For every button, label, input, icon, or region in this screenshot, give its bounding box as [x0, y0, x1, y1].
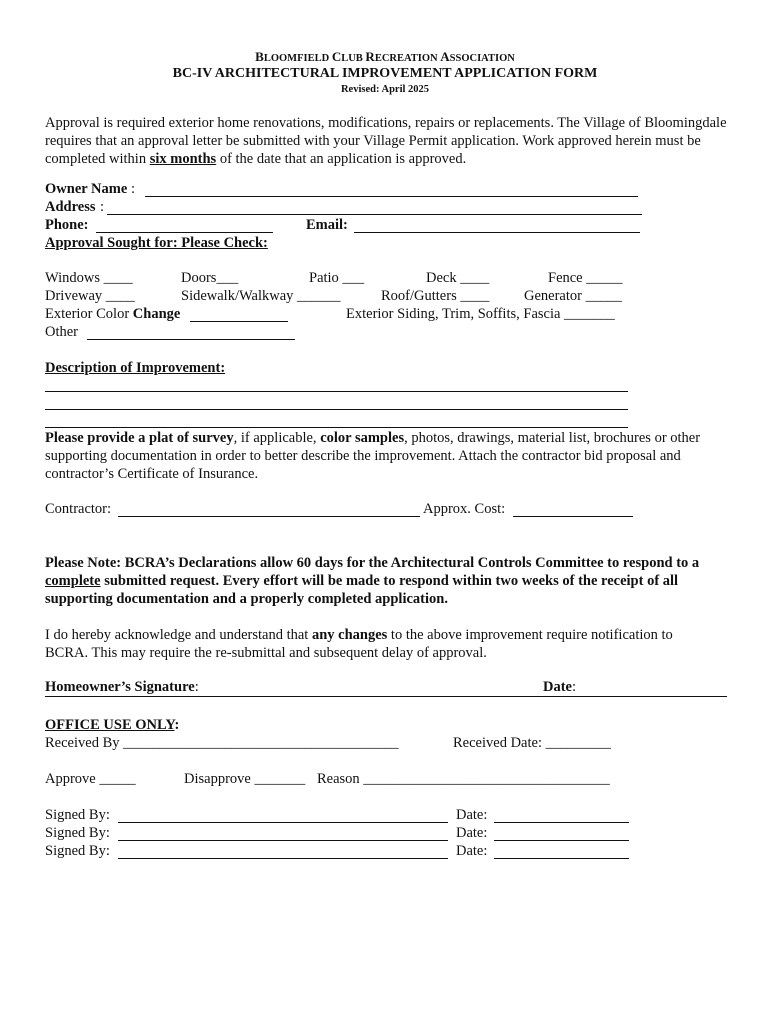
contractor-label: Contractor:: [45, 501, 112, 517]
acknowledge-text-1: I do hereby acknowledge and understand that: [45, 627, 312, 643]
signed-date-field-3[interactable]: [494, 858, 629, 859]
survey-bold: Please provide a plat of survey: [45, 430, 234, 446]
signed-by-field-3[interactable]: [118, 858, 448, 859]
signed-by-label-1: Signed By:: [45, 807, 110, 823]
intro-paragraph: [45, 114, 730, 168]
owner-name-colon: :: [131, 181, 136, 197]
signed-date-label-1: Date:: [456, 807, 488, 823]
phone-label: Phone:: [45, 217, 89, 233]
description-label: Description of Improvement:: [45, 360, 226, 376]
intro-emphasis: six months: [149, 151, 217, 167]
check-deck[interactable]: Deck ____: [426, 270, 490, 286]
signature-label-text: Homeowner’s Signature: [45, 679, 195, 695]
homeowner-signature-field[interactable]: [45, 696, 727, 697]
intro-text: Approval is required exterior home renovations, modifications, repairs or replacements. The Village of Bloomingdale requires that an approval letter be submitted with your Village Permit application. Work approved herein must be completed within: [45, 115, 727, 167]
approval-sought-label: Approval Sought for: Please Check:: [45, 235, 268, 251]
check-exterior-color[interactable]: [45, 306, 180, 323]
check-driveway[interactable]: Driveway ____: [45, 288, 135, 304]
form-title: BC-IV ARCHITECTURAL IMPROVEMENT APPLICATION FORM: [172, 66, 598, 81]
note-text-1: Please Note: BCRA’s Declarations allow 60 days for the Architectural Controls Committee to respond to a: [45, 555, 700, 571]
acknowledge-paragraph: [45, 626, 715, 662]
check-patio[interactable]: Patio ___: [309, 270, 365, 286]
check-siding[interactable]: Exterior Siding, Trim, Soffits, Fascia _______: [346, 306, 615, 322]
signed-date-field-1[interactable]: [494, 822, 629, 823]
note-text-2: submitted request. Every effort will be made to respond within two weeks of the receipt of all supporting documentation and a properly completed application.: [45, 573, 679, 607]
office-use-title: [45, 717, 179, 734]
received-date[interactable]: Received Date: _________: [453, 735, 611, 751]
reason-field[interactable]: Reason __________________________________: [317, 771, 610, 787]
address-colon: :: [100, 199, 105, 215]
signed-by-label-3: Signed By:: [45, 843, 110, 859]
revised-date: Revised: April 2025: [340, 84, 430, 95]
check-windows[interactable]: Windows ____: [45, 270, 133, 286]
signed-date-label-2: Date:: [456, 825, 488, 841]
signed-date-field-2[interactable]: [494, 840, 629, 841]
address-label: Address: [45, 199, 96, 215]
office-use-title-colon: :: [174, 717, 180, 733]
org-word-bloomfield: LOOMFIELD: [263, 53, 332, 64]
check-generator[interactable]: Generator _____: [524, 288, 622, 304]
check-other[interactable]: Other: [45, 324, 79, 340]
description-line-3[interactable]: [45, 427, 628, 428]
acknowledge-text-2: to the above improvement require notification to BCRA. This may require the re-submittal and subsequent delay of approval.: [45, 627, 673, 661]
signature-colon: :: [194, 679, 199, 695]
signed-by-field-1[interactable]: [118, 822, 448, 823]
address-field[interactable]: [107, 214, 642, 215]
org-initial-b: B: [255, 49, 264, 64]
exterior-color-field[interactable]: [190, 321, 288, 322]
owner-name-label: Owner Name: [45, 181, 128, 197]
signature-date-text: Date: [543, 679, 572, 695]
org-initial-c: C: [331, 49, 342, 64]
exterior-color-text: Exterior Color: [45, 306, 133, 322]
check-sidewalk[interactable]: Sidewalk/Walkway ______: [181, 288, 341, 304]
organization-name: [0, 49, 770, 66]
signed-by-label-2: Signed By:: [45, 825, 110, 841]
signed-date-label-3: Date:: [456, 843, 488, 859]
other-field[interactable]: [87, 339, 295, 340]
signature-date-label: [543, 679, 576, 696]
samples-bold: color samples: [320, 430, 405, 446]
org-word-club: LUB: [341, 53, 366, 64]
approx-cost-label: Approx. Cost:: [423, 501, 506, 517]
intro-text-end: of the date that an application is approved.: [216, 151, 467, 167]
org-word-association: SSOCIATION: [449, 53, 515, 64]
note-paragraph: [45, 554, 730, 608]
org-initial-r: R: [365, 49, 375, 64]
phone-field[interactable]: [96, 232, 273, 233]
approx-cost-field[interactable]: [513, 516, 633, 517]
survey-text-2: , photos, drawings, material list, brochures or other supporting documentation in order to better describe the improvement. Attach the contractor bid proposal and contractor’s Certificate of Insurance.: [45, 430, 701, 482]
org-initial-a: A: [440, 49, 450, 64]
signed-by-field-2[interactable]: [118, 840, 448, 841]
check-doors[interactable]: Doors___: [181, 270, 239, 286]
owner-name-field[interactable]: [145, 196, 638, 197]
acknowledge-bold: any changes: [311, 627, 388, 643]
exterior-color-change: Change: [132, 306, 181, 322]
email-label: Email:: [306, 217, 348, 233]
approve-check[interactable]: Approve _____: [45, 771, 136, 787]
survey-text-1: , if applicable,: [233, 430, 321, 446]
homeowner-signature-label: [45, 679, 199, 696]
survey-paragraph: [45, 429, 725, 483]
description-line-2[interactable]: [45, 409, 628, 410]
check-roof[interactable]: Roof/Gutters ____: [381, 288, 490, 304]
note-complete: complete: [45, 573, 101, 589]
org-word-recreation: ECREATION: [374, 53, 441, 64]
email-field[interactable]: [354, 232, 640, 233]
description-line-1[interactable]: [45, 391, 628, 392]
office-use-title-text: OFFICE USE ONLY: [45, 717, 175, 733]
signature-date-colon: :: [572, 679, 577, 695]
received-by[interactable]: Received By ______________________________________: [45, 735, 399, 751]
contractor-field[interactable]: [118, 516, 420, 517]
disapprove-check[interactable]: Disapprove _______: [184, 771, 306, 787]
check-fence[interactable]: Fence _____: [548, 270, 623, 286]
